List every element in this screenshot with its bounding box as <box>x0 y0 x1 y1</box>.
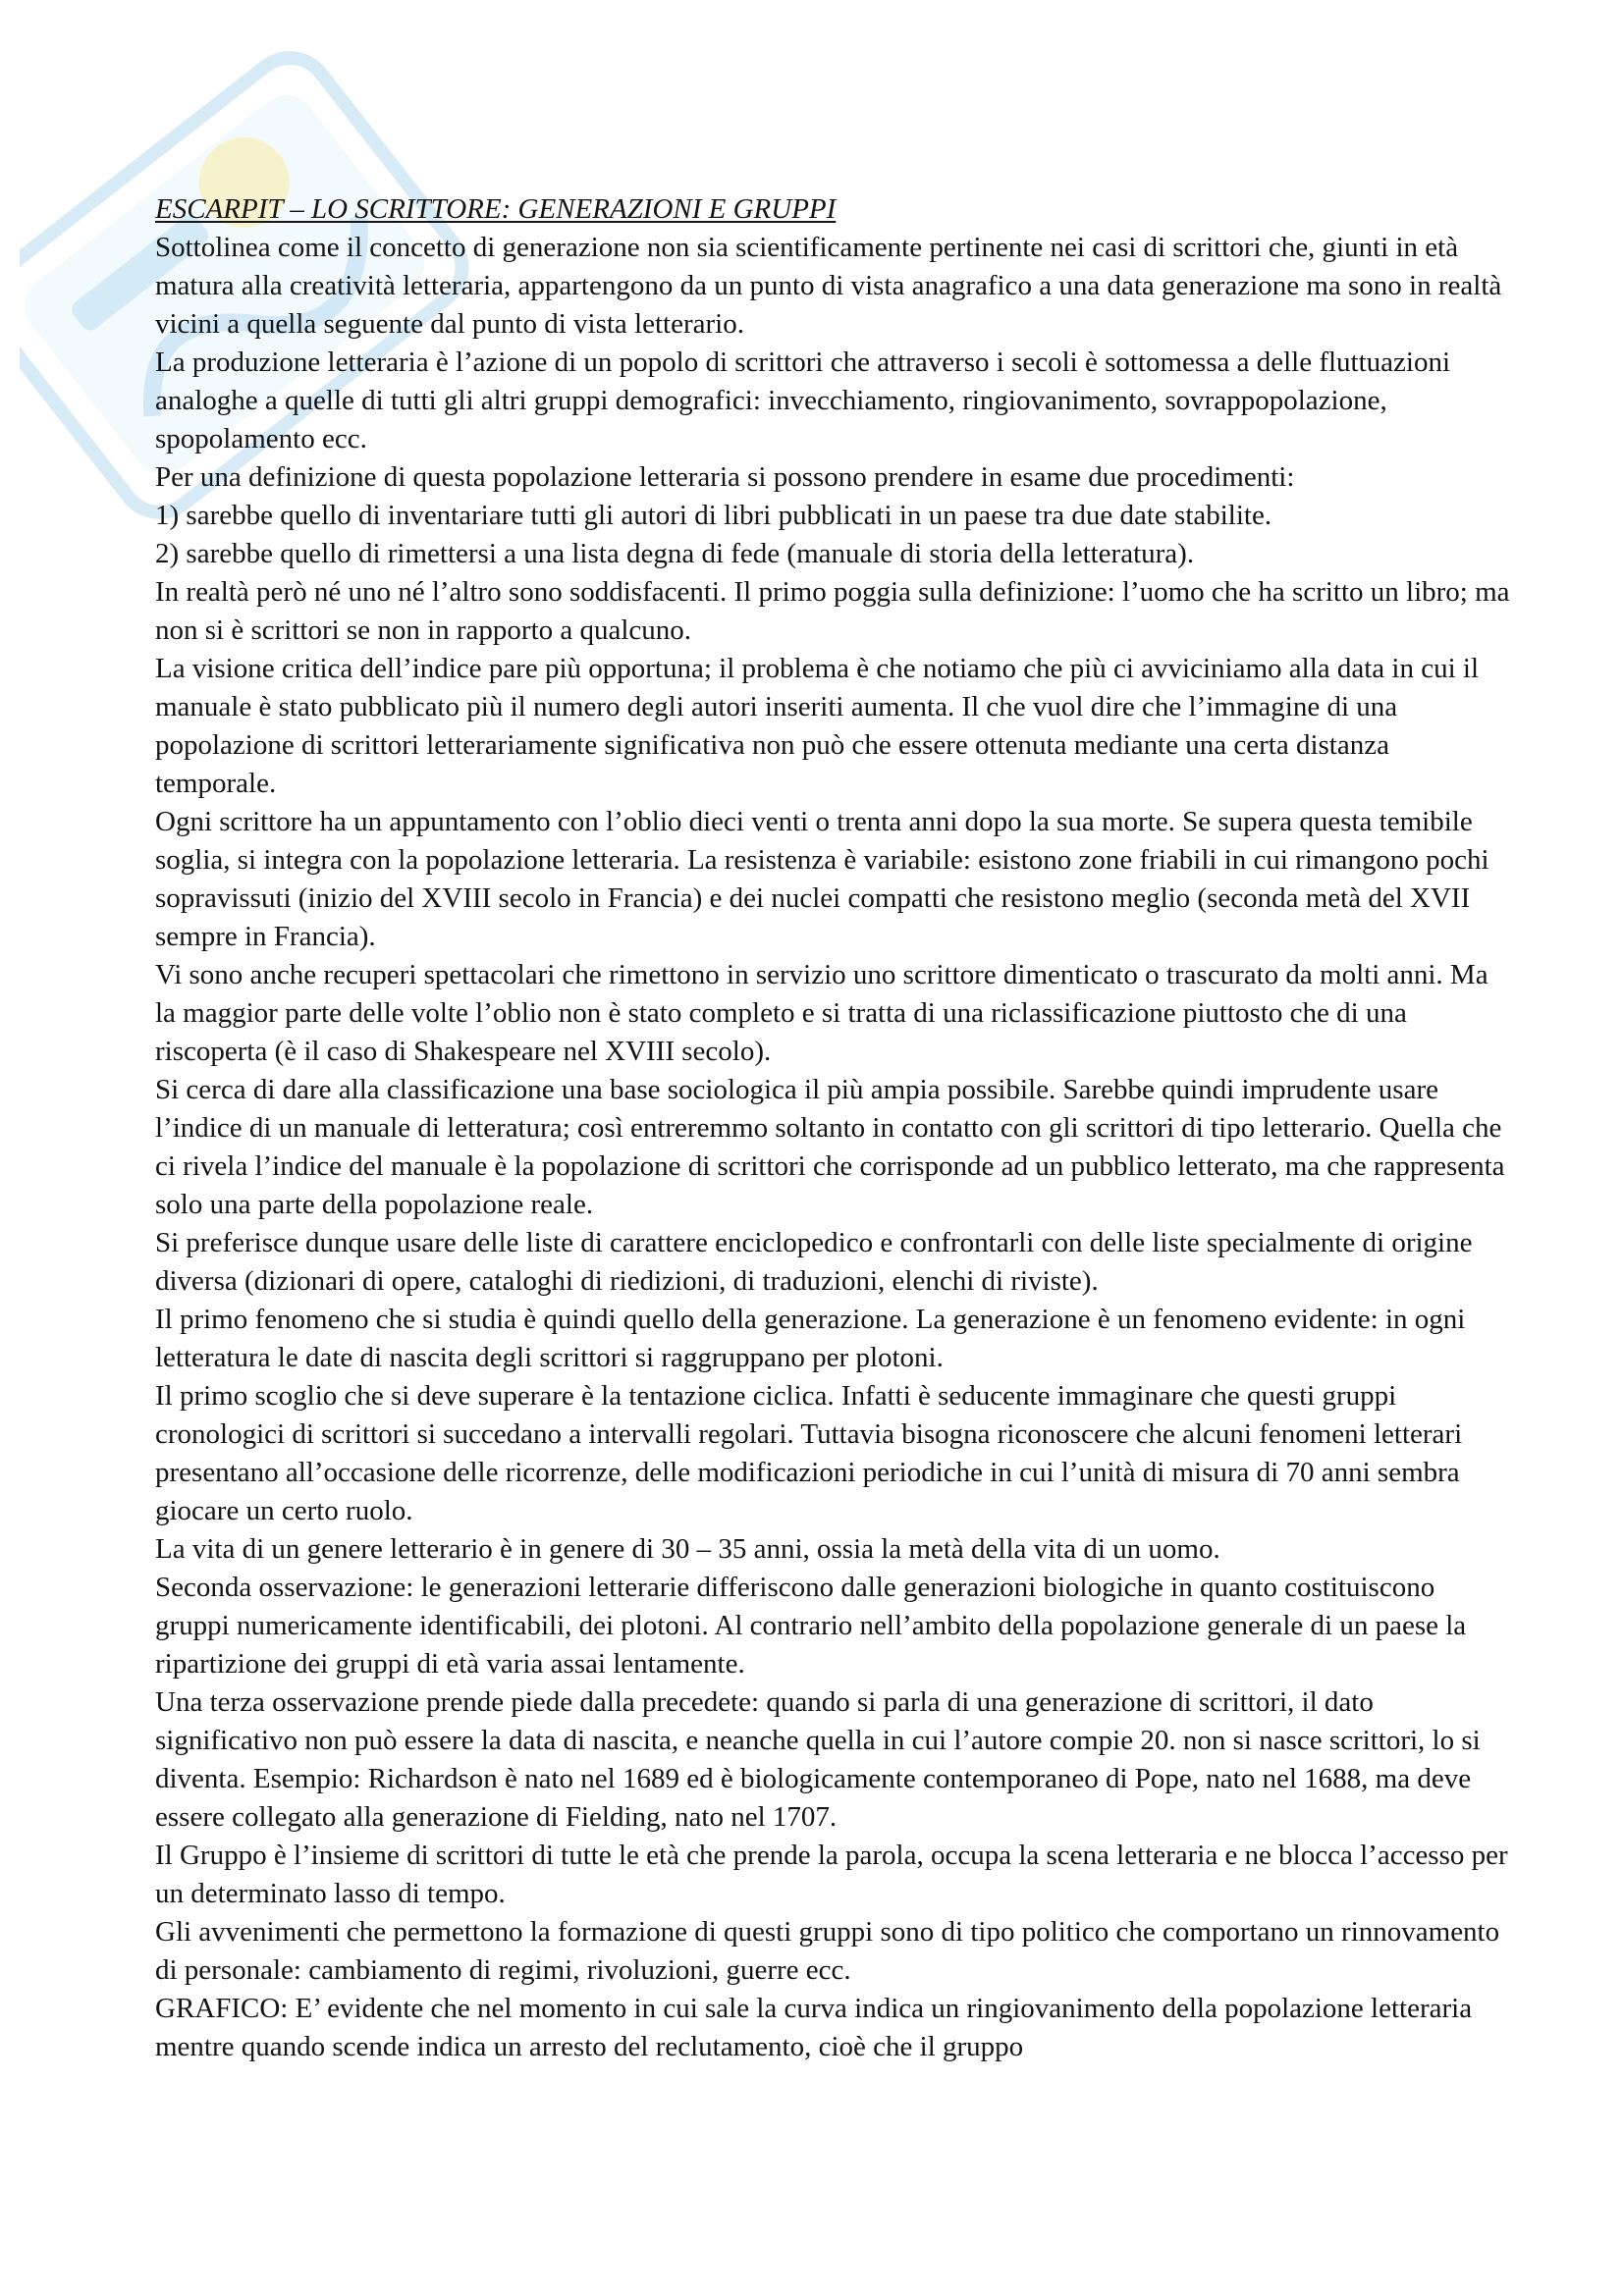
paragraph: GRAFICO: E’ evidente che nel momento in cui sale la curva indica un ringiovanimento della popolazione letteraria mentre quando scende indica un arresto del reclutamento, cioè che il gruppo <box>155 1993 1473 2062</box>
paragraph: In realtà però né uno né l’altro sono soddisfacenti. Il primo poggia sulla definizione: l’uomo che ha scritto un libro; ma non si è scrittori se non in rapporto a qualcuno. <box>155 576 1510 646</box>
paragraph: Il primo fenomeno che si studia è quindi quello della generazione. La generazione è un fenomeno evidente: in ogni letteratura le date di nascita degli scrittori si raggruppano per plotoni. <box>155 1304 1466 1373</box>
paragraph: Si preferisce dunque usare delle liste di carattere enciclopedico e confrontarli con delle liste specialmente di origine diversa (dizionari di opere, cataloghi di riedizioni, di traduzioni, elenchi di riviste). <box>155 1227 1473 1297</box>
paragraph: La produzione letteraria è l’azione di un popolo di scrittori che attraverso i secoli è sottomessa a delle fluttuazioni analoghe a quelle di tutti gli altri gruppi demografici: invecchiamento, ringiovanimento, sovrappopolazione, spopolamento ecc. <box>155 347 1451 454</box>
paragraph: Per una definizione di questa popolazione letteraria si possono prendere in esame due procedimenti: <box>155 461 1295 493</box>
paragraph: Il Gruppo è l’insieme di scrittori di tutte le età che prende la parola, occupa la scena letteraria e ne blocca l’accesso per un determinato lasso di tempo. <box>155 1840 1508 1909</box>
paragraph: La vita di un genere letterario è in genere di 30 – 35 anni, ossia la metà della vita di un uomo. <box>155 1533 1220 1565</box>
paragraph: Si cerca di dare alla classificazione una base sociologica il più ampia possibile. Sarebbe quindi imprudente usare l’indice di un manuale di letteratura; così entreremmo soltanto in contatto con gli scrittori di tipo letterario. Quella che ci rivela l’indice del manuale è la popolazione di scrittori che corrisponde ad un pubblico letterato, ma che rappresenta solo una parte della popolazione reale. <box>155 1074 1505 1220</box>
paragraph: 2) sarebbe quello di rimettersi a una lista degna di fede (manuale di storia della letteratura). <box>155 538 1195 569</box>
document-body <box>155 190 1510 2066</box>
paragraph: Seconda osservazione: le generazioni letterarie differiscono dalle generazioni biologiche in quanto costituiscono gruppi numericamente identificabili, dei plotoni. Al contrario nell’ambito della popolazione generale di un paese la ripartizione dei gruppi di età varia assai lentamente. <box>155 1572 1467 1680</box>
paragraph: 1) sarebbe quello di inventariare tutti gli autori di libri pubblicati in un paese tra due date stabilite. <box>155 500 1272 531</box>
paragraph: Gli avvenimenti che permettono la formazione di questi gruppi sono di tipo politico che comportano un rinnovamento di personale: cambiamento di regimi, rivoluzioni, guerre ecc. <box>155 1916 1500 1986</box>
paragraph: Una terza osservazione prende piede dalla precedete: quando si parla di una generazione di scrittori, il dato significativo non può essere la data di nascita, e neanche quella in cui l’autore compie 20. non si nasce scrittori, lo si diventa. Esempio: Richardson è nato nel 1689 ed è biologicamente contemporaneo di Pope, nato nel 1688, ma deve essere collegato alla generazione di Fielding, nato nel 1707. <box>155 1686 1481 1833</box>
paragraph: Sottolinea come il concetto di generazione non sia scientificamente pertinente nei casi di scrittori che, giunti in età matura alla creatività letteraria, appartengono da un punto di vista anagrafico a una data generazione ma sono in realtà vicini a quella seguente dal punto di vista letterario. <box>155 232 1502 340</box>
paragraph: Il primo scoglio che si deve superare è la tentazione ciclica. Infatti è seducente immaginare che questi gruppi cronologici di scrittori si succedano a intervalli regolari. Tuttavia bisogna riconoscere che alcuni fenomeni letterari presentano all’occasione delle ricorrenze, delle modificazioni periodiche in cui l’unità di misura di 70 anni sembra giocare un certo ruolo. <box>155 1380 1463 1526</box>
paragraph: Vi sono anche recuperi spettacolari che rimettono in servizio uno scrittore dimenticato o trascurato da molti anni. Ma la maggior parte delle volte l’oblio non è stato completo e si tratta di una riclassificazione piuttosto che di una riscoperta (è il caso di Shakespeare nel XVIII secolo). <box>155 959 1488 1067</box>
paragraph: La visione critica dell’indice pare più opportuna; il problema è che notiamo che più ci avviciniamo alla data in cui il manuale è stato pubblicato più il numero degli autori inseriti aumenta. Il che vuol dire che l’immagine di una popolazione di scrittori letterariamente significativa non può che essere ottenuta mediante una certa distanza temporale. <box>155 653 1480 799</box>
paragraph: Ogni scrittore ha un appuntamento con l’oblio dieci venti o trenta anni dopo la sua morte. Se supera questa temibile soglia, si integra con la popolazione letteraria. La resistenza è variabile: esistono zone friabili in cui rimangono pochi sopravissuti (inizio del XVIII secolo in Francia) e dei nuclei compatti che resistono meglio (seconda metà del XVII sempre in Francia). <box>155 806 1489 952</box>
document-title: ESCARPIT – LO SCRITTORE: GENERAZIONI E GRUPPI <box>155 193 837 225</box>
